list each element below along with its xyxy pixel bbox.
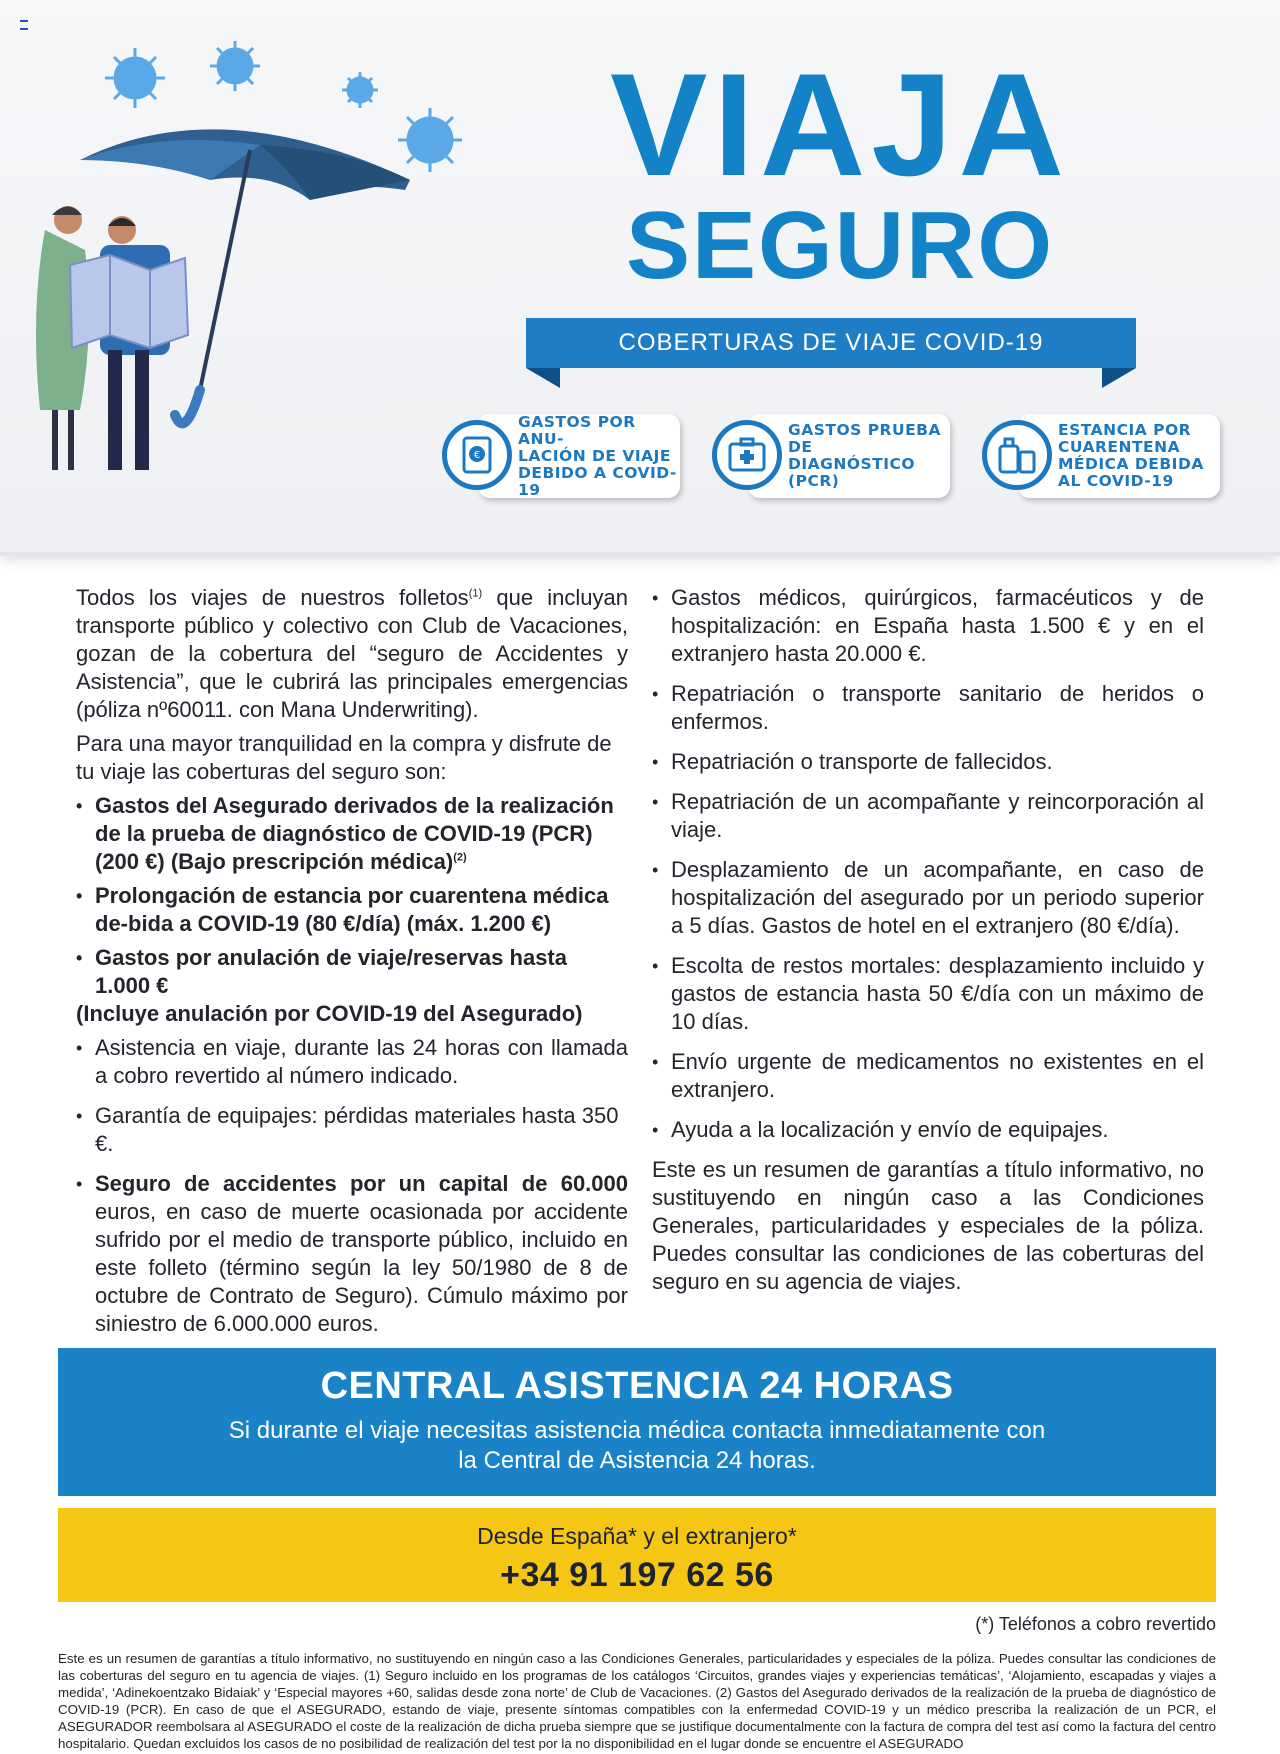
list-item: • Repatriación de un acompañante y reincorporación al viaje. [652,788,1204,844]
luggage-icon [982,420,1052,490]
list-item: • Escolta de restos mortales: desplazamiento incluido y gastos de estancia hasta 50 €/día con un máximo de 10 días. [652,952,1204,1036]
virus-icon [105,48,165,108]
legal-footer: Este es un resumen de garantías a título informativo, no sustituyendo en ningún caso a las Condiciones Generales, particularidades y especiales de la póliza. Puedes consultar las condiciones de las coberturas del seguro en tu agencia de viajes. (1) Seguro incluido en los programas de los catálogos ‘Circuitos, grandes viajes y experiencias temáticas’, ‘Alojamiento, escapadas y viajes a medida’, ‘Adinekoentzako Bidaiak’ y ‘Especial mayores +60, salidas desde zona norte’ de Club de Vacaciones. (2) Gastos del Asegurado derivados de la realización de la prueba de diagnóstico de COVID-19 (PCR). En caso de que el ASEGURADO, estando de viaje, presente síntomas compatibles con la enfermedad COVID-19 y un médico prescriba la realización de un PCR, el ASEGURADOR reembolsara al ASEGURADO el coste de la realización de dicha prueba siempre que se justifique documentalmente con la factura de compra del test así como la factura del centro hospitalario. Quedan excluidos los casos de no posibilidad de realización del test por la no disponibilidad en el lugar donde se encuentre el ASEGURADO [58,1651,1216,1751]
hero-title-line2: SEGURO [625,192,1055,299]
cancellation-money-icon [442,420,512,490]
badge-quarantine [982,414,1222,500]
coverage-ribbon: COBERTURAS DE VIAJE COVID-19 [526,318,1136,368]
list-item: • Seguro de accidentes por un capital de 60.000 euros, en caso de muerte ocasionada por accidente sufrido por el medio de transporte público, incluido en este folleto (término según la ley 50/1980 de 8 de octubre de Contrato de Seguro). Cúmulo máximo por siniestro de 6.000.000 euros. [76,1170,628,1338]
list-item: • Repatriación o transporte de fallecidos. [652,748,1204,776]
list-item: • Gastos médicos, quirúrgicos, farmacéuticos y de hospitalización: en España hasta 1.500 € y en el extranjero hasta 20.000 €. [652,584,1204,668]
phone-box [58,1508,1216,1602]
svg-text:€: € [473,450,481,461]
badge-text: ESTANCIA POR CUARENTENA MÉDICA DEBIDA AL COVID-19 [1058,421,1204,490]
badge-text: GASTOS PRUEBA DE DIAGNÓSTICO (PCR) [788,421,941,490]
phone-label: Desde España* y el extranjero* [477,1523,797,1549]
phone-number[interactable]: +34 91 197 62 56 [500,1556,774,1594]
list-item: • Gastos por anulación de viaje/reservas hasta 1.000 € (Incluye anulación por COVID-19 del Asegurado) [76,944,628,1028]
virus-icon [210,41,260,91]
list-item: • Prolongación de estancia por cuarentena médica de-bida a COVID-19 (80 €/día) (máx. 1.200 €) [76,882,628,938]
coverage-left-column [76,584,628,1350]
intro-paragraph-2: Para una mayor tranquilidad en la compra y disfrute de tu viaje las coberturas del seguro son: [76,731,612,784]
first-aid-kit-icon [712,420,782,490]
ribbon-fold-right [1102,368,1136,388]
summary-paragraph: Este es un resumen de garantías a título informativo, no sustituyendo en ningún caso a las Condiciones Generales, particularidades y especiales de la póliza. Puedes consultar las condiciones de las coberturas del seguro en su agencia de viajes. [652,1157,1204,1294]
coverage-right-column [652,584,1204,1302]
menu-icon[interactable] [20,20,28,30]
list-item: • Envío urgente de medicamentos no existentes en el extranjero. [652,1048,1204,1104]
hero-title-line1: VIAJA [609,43,1070,206]
virus-icon [342,72,378,108]
central-title: CENTRAL ASISTENCIA 24 HORAS [320,1365,954,1407]
virus-icon [398,108,462,172]
umbrella-travelers-illustration [10,30,510,510]
list-item: • Ayuda a la localización y envío de equipajes. [652,1116,1204,1144]
list-item: • Repatriación o transporte sanitario de heridos o enfermos. [652,680,1204,736]
list-item: • Desplazamiento de un acompañante, en caso de hospitalización del asegurado por un periodo superior a 5 días. Gastos de hotel en el extranjero (80 €/día). [652,856,1204,940]
intro-paragraph: Todos los viajes de nuestros folletos$^{(1)}$ que incluyan transporte público y colectivo con Club de Vacaciones, gozan de la cobertura del “seguro de Accidentes y Asistencia”, que le cubrirá las principales emergencias (póliza nº60011. con Mana Underwriting). [76,585,628,722]
list-item: • Asistencia en viaje, durante las 24 horas con llamada a cobro revertido al número indicado. [76,1034,628,1090]
central-assistance-banner [58,1348,1216,1496]
badge-cancellation [442,414,682,500]
badge-text: GASTOS POR ANU- LACIÓN DE VIAJE DEBIDO A COVID-19 [518,412,677,499]
hero-banner [0,0,1280,556]
central-text: Si durante el viaje necesitas asistencia médica contacta inmediatamente con la Central de Asistencia 24 horas. [228,1417,1046,1474]
reverse-charge-note: (*) Teléfonos a cobro revertido [975,1614,1216,1634]
list-item: • Garantía de equipajes: pérdidas materiales hasta 350 €. [76,1102,628,1158]
coverage-list-left [76,792,628,1338]
list-item: • Gastos del Asegurado derivados de la realización de la prueba de diagnóstico de COVID-19 (PCR) (200 €) (Bajo prescripción médica)$^{(2)}$ [76,792,628,876]
badge-pcr [712,414,952,500]
coverage-list-right [652,584,1204,1144]
ribbon-fold-left [526,368,560,388]
